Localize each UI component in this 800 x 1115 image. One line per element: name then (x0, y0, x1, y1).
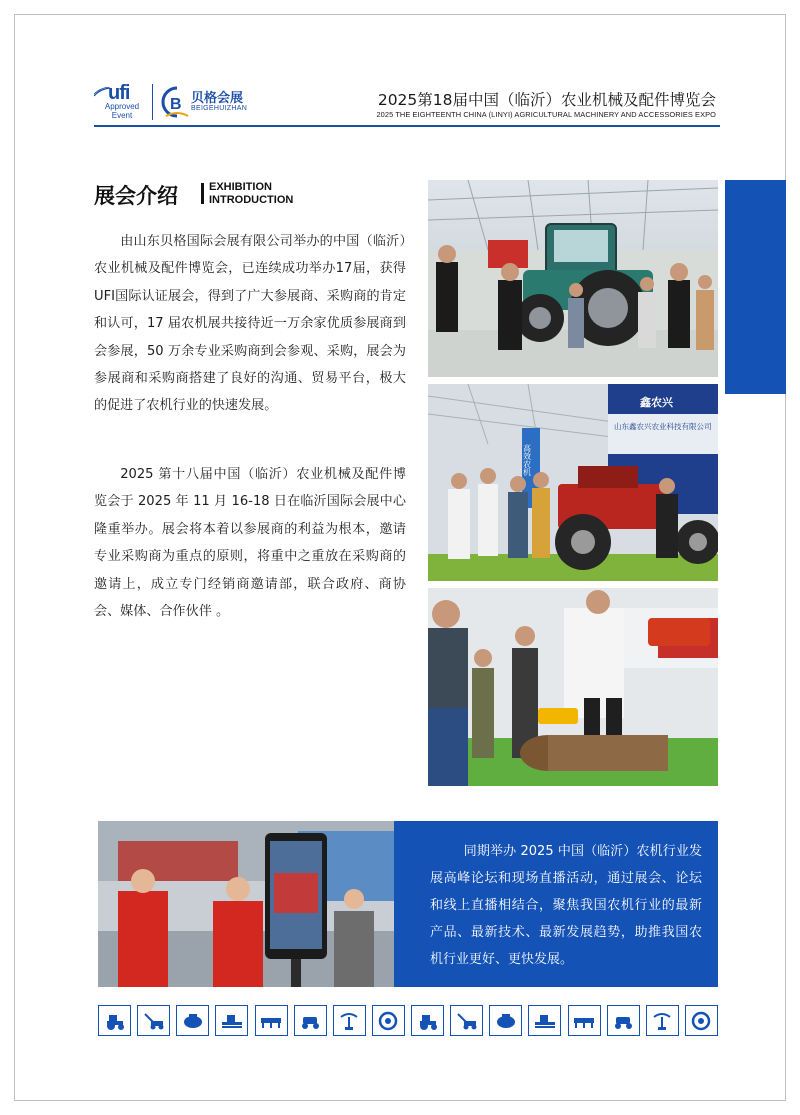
seeder-icon (255, 1005, 288, 1036)
ufi-logo (94, 82, 150, 122)
decorative-blue-tab (725, 180, 786, 394)
livestream-photo (98, 821, 394, 987)
booth-company-text: 山东鑫农兴农业科技有限公司 (614, 422, 712, 431)
wheel-icon (372, 1005, 405, 1036)
expo-title: 2025第18届中国（临沂）农业机械及配件博览会 (377, 91, 716, 109)
engine-icon (176, 1005, 209, 1036)
section-title-divider (201, 183, 204, 204)
ufi-sub-line1: Approved (104, 102, 140, 111)
organizer-name: 贝格会展 (191, 91, 244, 106)
header-rule (94, 125, 720, 127)
livestream-banner (394, 821, 718, 987)
booth-banner-text: 高效农机 (522, 444, 532, 476)
section-title-en-line2: INTRODUCTION (209, 194, 294, 206)
ufi-mark: ufi (108, 82, 130, 104)
ufi-subtitle (98, 102, 146, 120)
lawn-mower-icon (137, 1005, 170, 1036)
harvester-icon (528, 1005, 561, 1036)
tractor-icon (411, 1005, 444, 1036)
exhibition-photo-chainsaw-demo (428, 588, 718, 786)
section-title-en-line1: EXHIBITION (209, 181, 272, 193)
header-separator (152, 84, 153, 120)
ufi-sub-line2: Event (111, 111, 133, 120)
sprinkler-icon (333, 1005, 366, 1036)
section-title: 展会介绍 (94, 184, 178, 208)
engine-icon (489, 1005, 522, 1036)
livestream-banner-text: 同期举办 2025 中国（临沂）农机行业发展高峰论坛和现场直播活动，通过展会、论坛和线上直播相结合，聚焦我国农机行业的最新产品、最新技术、最新发展趋势，助推我国农机行业更好、更快发展。 (430, 844, 702, 967)
sprayer-icon (607, 1005, 640, 1036)
organizer-name-en: BEIGEHUIZHAN (191, 105, 248, 112)
exhibition-photo-booth (428, 384, 718, 581)
wheel-icon (685, 1005, 718, 1036)
booth-sign-text: 鑫农兴 (640, 396, 673, 409)
sprinkler-icon (646, 1005, 679, 1036)
tractor-icon (98, 1005, 131, 1036)
intro-paragraph-1: 由山东贝格国际会展有限公司举办的中国（临沂）农业机械及配件博览会，已连续成功举办17届，获得UFI国际认证展会，得到了广大参展商、采购商的肯定和认可，17 届农机展共接待近一万余家优质参展商到会参展，50 万余专业采购商到会参观、采购，展会为参展商和采购商搭建了良好的沟通、贸易平台，极大的促进了农机行业的快速发展。 (94, 234, 406, 414)
harvester-icon (215, 1005, 248, 1036)
svg-text:B: B (170, 96, 182, 113)
lawn-mower-icon (450, 1005, 483, 1036)
expo-title-en: 2025 THE EIGHTEENTH CHINA (LINYI) AGRICULTURAL MACHINERY AND ACCESSORIES EXPO (376, 110, 716, 119)
machinery-icon-row (98, 1005, 718, 1037)
seeder-icon (568, 1005, 601, 1036)
sprayer-icon (294, 1005, 327, 1036)
exhibition-photo-tractor-hall (428, 180, 718, 377)
section-title-en (209, 181, 293, 207)
intro-paragraph-2: 2025 第十八届中国（临沂）农业机械及配件博览会于 2025 年 11 月 16-18 日在临沂国际会展中心隆重举办。展会将本着以参展商的利益为根本，邀请专业采购商为重点的原则，将重中之重放在采购商的邀请上，成立专门经销商邀请部，联合政府、商协会、媒体、合作伙伴 。 (94, 467, 406, 620)
